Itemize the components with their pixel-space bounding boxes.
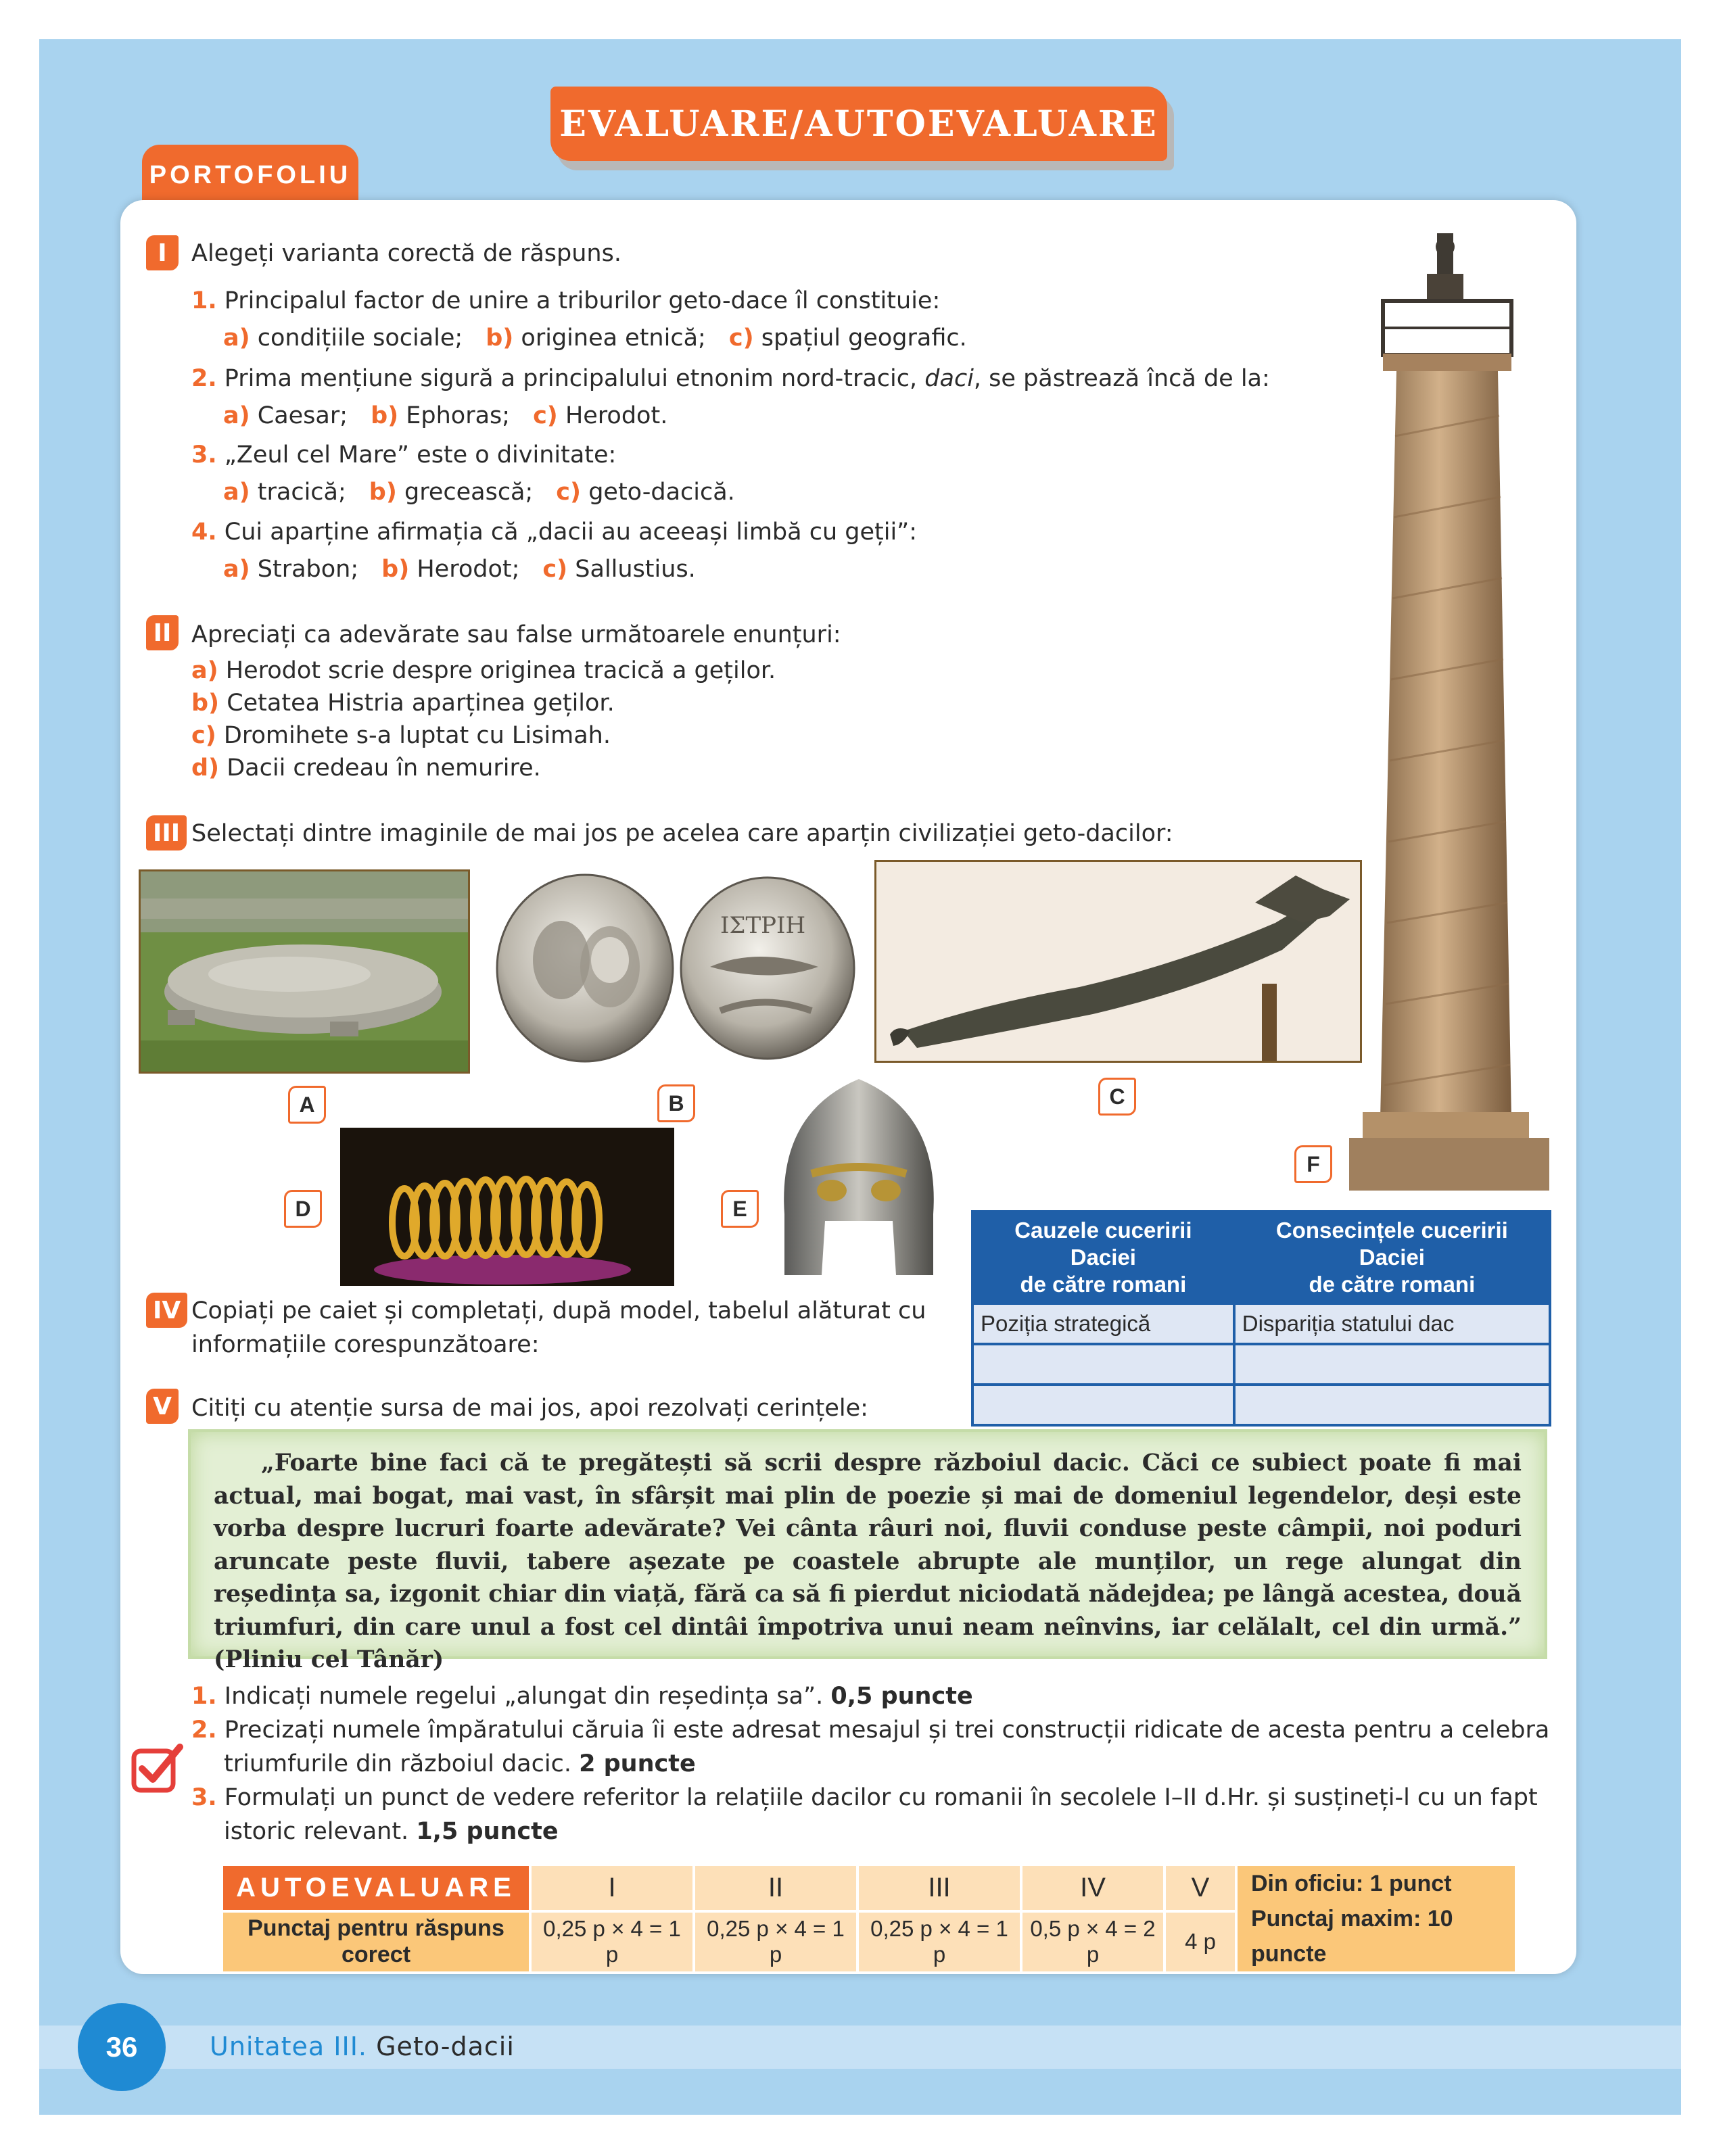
table-cell: Poziția strategică (972, 1303, 1234, 1344)
label-a: A (288, 1086, 326, 1124)
table-cell: Dispariția statului dac (1234, 1303, 1550, 1344)
question-text: Prima mențiune sigură a principalului etnonim nord-tracic, (224, 365, 925, 392)
image-b-coins (487, 865, 866, 1068)
checkbox-icon (130, 1742, 184, 1796)
coin-inscription: ΙΣΤΡΙΗ (720, 912, 806, 939)
table-cell-empty (1234, 1385, 1550, 1425)
option-letter: a) (223, 325, 250, 352)
task-points: 0,5 puncte (830, 1683, 973, 1710)
statement-text: Dromihete s-a luptat cu Lisimah. (223, 722, 611, 749)
title-banner (550, 87, 1167, 161)
section-number-5: V (146, 1389, 179, 1424)
score-column-5: V (1166, 1866, 1235, 1910)
option-text: Herodot; (417, 556, 520, 583)
section4-instruction-line2: informațiile corespunzătoare: (191, 1331, 540, 1358)
unit-caption (210, 2025, 515, 2068)
task-number: 2. (191, 1717, 217, 1744)
option-letter: a) (223, 556, 250, 583)
table-row (972, 1385, 1550, 1425)
statement-letter: b) (191, 690, 220, 717)
option-letter: b) (486, 325, 514, 352)
statement-c (191, 719, 611, 752)
image-f-trajan-column (1342, 233, 1549, 1191)
table-cell-empty (972, 1344, 1234, 1385)
question-4-options (223, 552, 696, 586)
question-text: „Zeul cel Mare” este o divinitate: (224, 441, 617, 469)
question-1 (191, 284, 940, 318)
table-header-row (972, 1212, 1550, 1303)
task-text: Precizați numele împăratului căruia îi este adresat mesajul și trei construcții ridicate de acesta pentru a celebra (224, 1717, 1550, 1744)
statement-text: Herodot scrie despre originea tracică a geților. (225, 657, 776, 684)
option-letter: c) (533, 402, 558, 429)
question-number: 2. (191, 365, 217, 392)
score-value-3: 0,25 p × 4 = 1 p (859, 1913, 1020, 1971)
causes-consequences-table (971, 1210, 1551, 1427)
option-letter: a) (223, 402, 250, 429)
option-letter: c) (728, 325, 754, 352)
option-text: originea etnică; (521, 325, 706, 352)
option-text: geto-dacică. (588, 479, 735, 506)
section2-instruction: Apreciați ca adevărate sau false următoarele enunțuri: (191, 621, 841, 648)
statement-letter: d) (191, 754, 220, 782)
label-f: F (1294, 1145, 1332, 1183)
label-b: B (657, 1084, 695, 1122)
task-3 (191, 1781, 1538, 1815)
default-points: Din oficiu: 1 punct (1251, 1871, 1452, 1896)
option-text: Herodot. (565, 402, 668, 429)
task-text: triumfurile din războiul dacic. (224, 1750, 580, 1777)
statement-d (191, 751, 541, 785)
header-text: de către romani (1309, 1272, 1476, 1297)
option-text: spațiul geografic. (761, 325, 967, 352)
header-causes (972, 1212, 1234, 1303)
question-text: Cui aparține afirmația că „dacii au aceeași limbă cu geții”: (224, 519, 918, 546)
label-d: D (284, 1190, 322, 1228)
question-2-options (223, 399, 667, 433)
question-number: 4. (191, 519, 217, 546)
header-text: de către romani (1020, 1272, 1187, 1297)
section1-instruction: Alegeți varianta corectă de răspuns. (191, 240, 621, 267)
option-text: Strabon; (257, 556, 359, 583)
score-row-label: Punctaj pentru răspuns corect (223, 1913, 529, 1971)
question-2 (191, 362, 1270, 396)
statement-letter: c) (191, 722, 216, 749)
score-header-row (223, 1866, 1515, 1910)
score-summary (1238, 1866, 1515, 1971)
option-letter: b) (369, 479, 397, 506)
option-text: tracică; (257, 479, 346, 506)
option-letter: a) (223, 479, 250, 506)
section-number-1: I (146, 235, 179, 270)
section-number-4: IV (146, 1293, 187, 1328)
statement-text: Cetatea Histria aparținea geților. (227, 690, 615, 717)
question-number: 1. (191, 287, 217, 314)
image-d-gold-bracelet (340, 1128, 674, 1286)
self-assessment-table (220, 1863, 1518, 1974)
header-text: Consecințele cuceririi Daciei (1275, 1218, 1508, 1270)
section5-instruction: Citiți cu atenție sursa de mai jos, apoi rezolvați cerințele: (191, 1395, 868, 1422)
table-cell-empty (972, 1385, 1234, 1425)
page-number: 36 (78, 2003, 166, 2091)
option-text: Ephoras; (406, 402, 511, 429)
table-row (972, 1303, 1550, 1344)
score-value-4: 0,5 p × 4 = 2 p (1022, 1913, 1163, 1971)
question-4 (191, 515, 917, 549)
task-text: istoric relevant. (224, 1818, 417, 1845)
task-1 (191, 1679, 973, 1713)
portfolio-label: PORTOFOLIU (149, 161, 352, 189)
page-title: EVALUARE/AUTOEVALUARE (559, 103, 1158, 145)
option-letter: c) (542, 556, 568, 583)
task-text: Indicați numele regelui „alungat din reședința sa”. (224, 1683, 831, 1710)
unit-label: Unitatea III. (210, 2032, 367, 2061)
table-row (972, 1344, 1550, 1385)
score-column-3: III (859, 1866, 1020, 1910)
task-text: Formulați un punct de vedere referitor la relațiile dacilor cu romanii în secolele I–II d.Hr. și susțineți-l cu un fapt (224, 1784, 1538, 1811)
source-quote-text: „Foarte bine faci că te pregătești să scrii despre războiul dacic. Căci ce subiect poate fi mai actual, mai bogat, mai vast, în sfârșit mai plin de poezie și mai de domeniul legendelor, deși este vorba despre lucruri foarte adevărate? Vei cânta râuri noi, fluvii conduse peste câmpii, noi poduri aruncate peste fluvii, tabere așezate pe coastele abrupte ale munților, un rege alungat din reședința sa, izgonit chiar din viață, fără ca să fi pierdut niciodată nădejdea; pe lângă acestea, două triumfuri, din care unul a fost cel dintâi împotriva unui neam neînvins, iar celălalt, cel din urmă.” (Pliniu cel Tânăr) (214, 1450, 1522, 1673)
self-assessment-header: AUTOEVALUARE (223, 1866, 529, 1910)
score-column-2: II (695, 1866, 856, 1910)
label-c: C (1098, 1078, 1136, 1116)
max-points: Punctaj maxim: 10 puncte (1251, 1906, 1453, 1967)
section-number-2: II (146, 615, 179, 650)
option-letter: c) (556, 479, 582, 506)
statement-text: Dacii credeau în nemurire. (227, 754, 541, 782)
option-text: Sallustius. (575, 556, 696, 583)
unit-title: Geto-dacii (376, 2032, 515, 2061)
score-value-2: 0,25 p × 4 = 1 p (695, 1913, 856, 1971)
task-points: 1,5 puncte (416, 1818, 559, 1845)
score-column-4: IV (1022, 1866, 1163, 1910)
section-number-3: III (146, 815, 187, 851)
table-cell-empty (1234, 1344, 1550, 1385)
score-value-5: 4 p (1166, 1913, 1235, 1971)
statement-letter: a) (191, 657, 218, 684)
question-text-italic: daci (924, 365, 974, 392)
header-text: Cauzele cuceririi Daciei (1014, 1218, 1192, 1270)
task-number: 1. (191, 1683, 217, 1710)
image-c-draco (874, 860, 1362, 1063)
question-3-options (223, 475, 735, 509)
statement-b (191, 686, 615, 720)
task-3-continued (224, 1815, 559, 1848)
question-number: 3. (191, 441, 217, 469)
score-column-1: I (532, 1866, 692, 1910)
image-a-stone-sanctuary (139, 869, 470, 1074)
option-letter: b) (381, 556, 410, 583)
section3-instruction: Selectați dintre imaginile de mai jos pe acelea care aparțin civilizației geto-dacilor: (191, 820, 1173, 847)
option-text: condițiile sociale; (257, 325, 463, 352)
question-text: , se păstrează încă de la: (973, 365, 1270, 392)
task-number: 3. (191, 1784, 217, 1811)
source-quote-box (188, 1429, 1547, 1673)
task-2 (191, 1713, 1549, 1747)
header-consequences (1234, 1212, 1550, 1303)
option-text: grecească; (404, 479, 534, 506)
option-text: Caesar; (257, 402, 348, 429)
option-letter: b) (371, 402, 399, 429)
task-2-continued (224, 1747, 696, 1781)
score-value-1: 0,25 p × 4 = 1 p (532, 1913, 692, 1971)
section4-instruction-line1: Copiați pe caiet și completați, după model, tabelul alăturat cu (191, 1297, 926, 1324)
task-points: 2 puncte (579, 1750, 696, 1777)
image-e-helmet (764, 1072, 954, 1287)
question-text: Principalul factor de unire a triburilor geto-dace îl constituie: (224, 287, 941, 314)
label-e: E (721, 1190, 759, 1228)
statement-a (191, 654, 776, 688)
question-1-options (223, 321, 967, 355)
question-3 (191, 438, 616, 472)
